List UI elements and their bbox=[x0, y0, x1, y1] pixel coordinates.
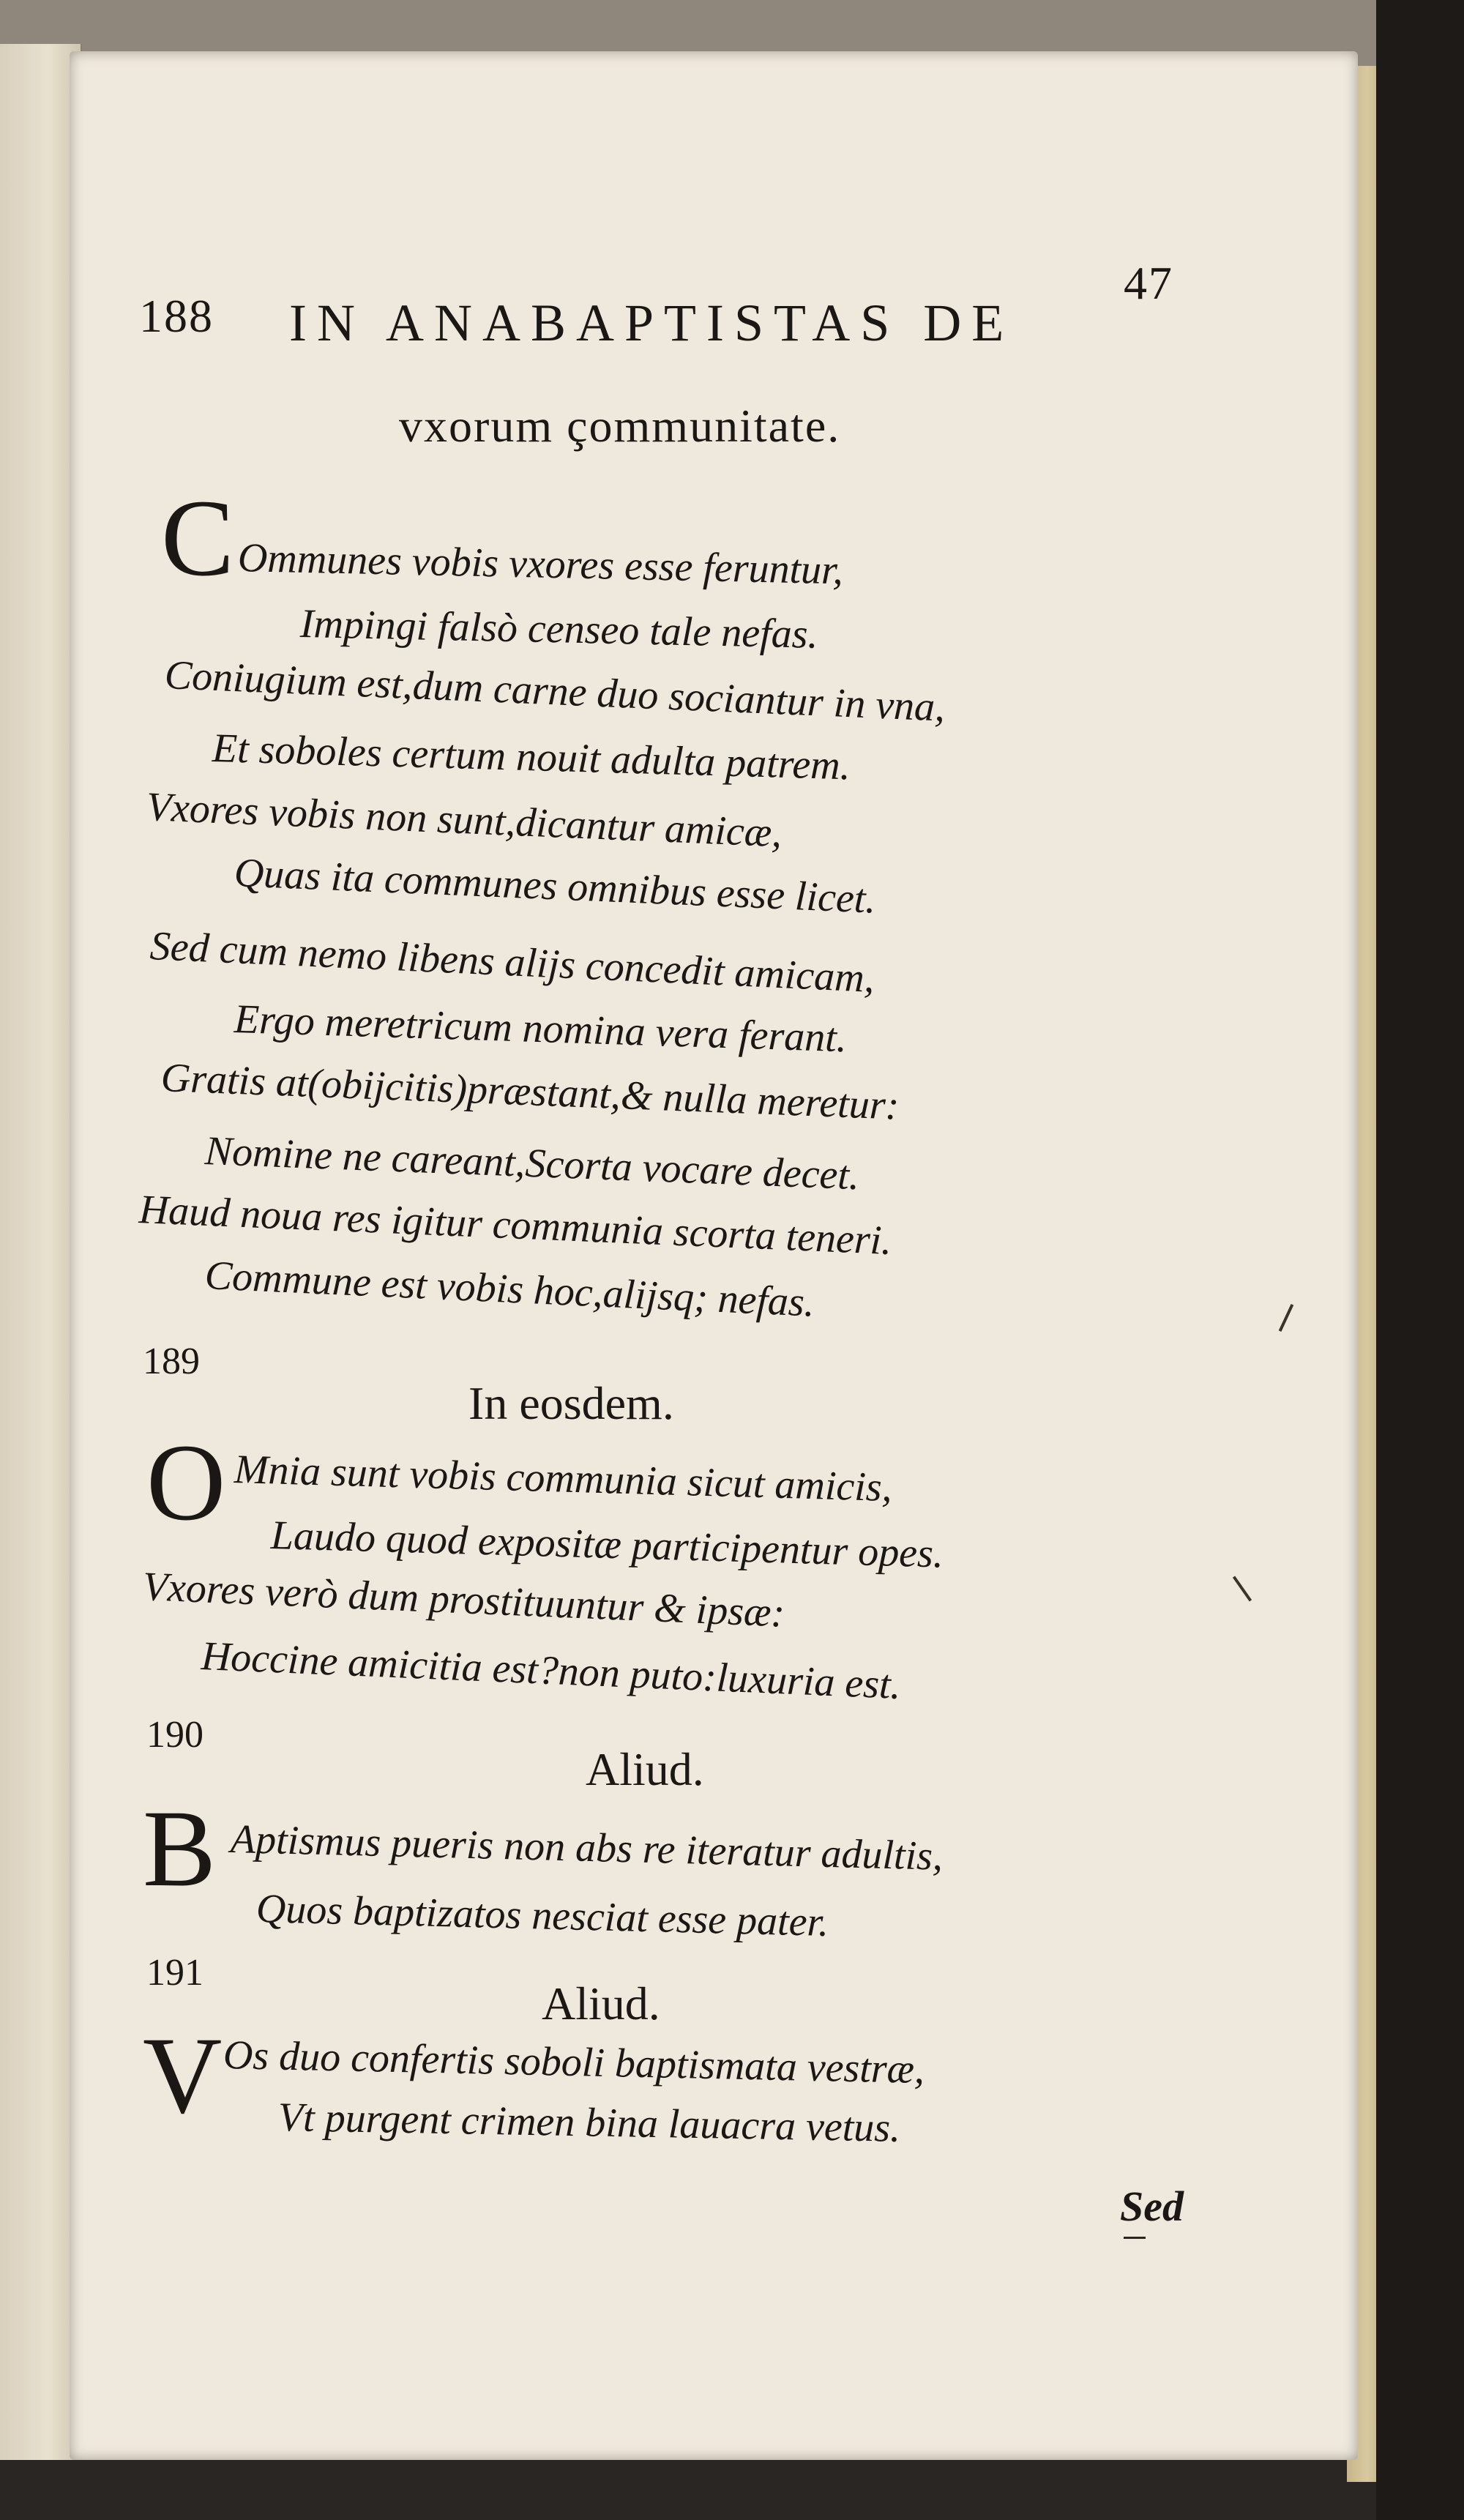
page-number-right: 47 bbox=[1124, 257, 1173, 309]
epigram-number: 189 bbox=[143, 1341, 200, 1382]
initial-letter: B bbox=[143, 1788, 217, 1909]
verse-line: Impingi falsò censeo tale nefas. bbox=[299, 601, 819, 657]
verse-line: Vxores vobis non sunt,dicantur amicæ, bbox=[145, 784, 783, 857]
epigram-title: Aliud. bbox=[542, 1977, 660, 2029]
verse-line: Quos baptizatos nesciat esse pater. bbox=[255, 1886, 829, 1946]
verse-line: Quas ita communes omnibus esse licet. bbox=[233, 850, 877, 922]
verse-line: Sed cum nemo libens alijs concedit amicam, bbox=[149, 923, 876, 1002]
verse-line: Os duo confertis soboli baptismata vestræ, bbox=[223, 2032, 925, 2093]
epigram-number: 190 bbox=[146, 1714, 203, 1756]
running-heading-subtitle: vxorum çommunitate. bbox=[399, 400, 841, 452]
initial-letter: O bbox=[146, 1422, 226, 1543]
scan-background-right bbox=[1376, 0, 1464, 2520]
verse-line: Haud noua res igitur communia scorta teneri. bbox=[138, 1187, 893, 1264]
verse-line: Laudo quod expositæ participentur opes. bbox=[270, 1513, 944, 1577]
running-heading: IN ANABAPTISTAS DE bbox=[289, 294, 1015, 352]
epigram-number: 191 bbox=[146, 1952, 203, 1994]
verse-line: Et soboles certum nouit adulta patrem. bbox=[212, 726, 851, 789]
verse-line: Aptismus pueris non abs re iteratur adultis, bbox=[230, 1816, 944, 1879]
verse-line: Hoccine amicitia est?non puto:luxuria est. bbox=[200, 1633, 902, 1709]
ink-mark bbox=[1279, 1304, 1294, 1332]
verse-line: Commune est vobis hoc,alijsq; nefas. bbox=[203, 1253, 816, 1326]
verse-line: Coniugium est,dum carne duo sociantur in vna, bbox=[163, 652, 946, 731]
verse-line: Vxores verò dum prostituuntur & ipsæ: bbox=[141, 1564, 786, 1636]
catchword: Sed bbox=[1120, 2182, 1184, 2230]
epigram-title: In eosdem. bbox=[468, 1377, 674, 1429]
verse-line: Mnia sunt vobis communia sicut amicis, bbox=[234, 1447, 893, 1511]
initial-letter: C bbox=[161, 477, 235, 599]
verse-line: Vt purgent crimen bina lauacra vetus. bbox=[277, 2095, 901, 2151]
verse-line: Gratis at(obijcitis)præstant,& nulla meretur: bbox=[160, 1055, 900, 1129]
book-page bbox=[70, 51, 1358, 2460]
verse-line: Ommunes vobis vxores esse feruntur, bbox=[237, 535, 844, 594]
verse-line: Nomine ne careant,Scorta vocare decet. bbox=[203, 1128, 861, 1199]
page-number-left: 188 bbox=[139, 290, 214, 342]
catchword-underline bbox=[1124, 2237, 1146, 2239]
ink-mark bbox=[1233, 1576, 1252, 1601]
initial-letter: V bbox=[143, 2015, 223, 2136]
verse-line: Ergo meretricum nomina vera ferant. bbox=[234, 996, 848, 1062]
epigram-title: Aliud. bbox=[586, 1743, 704, 1795]
